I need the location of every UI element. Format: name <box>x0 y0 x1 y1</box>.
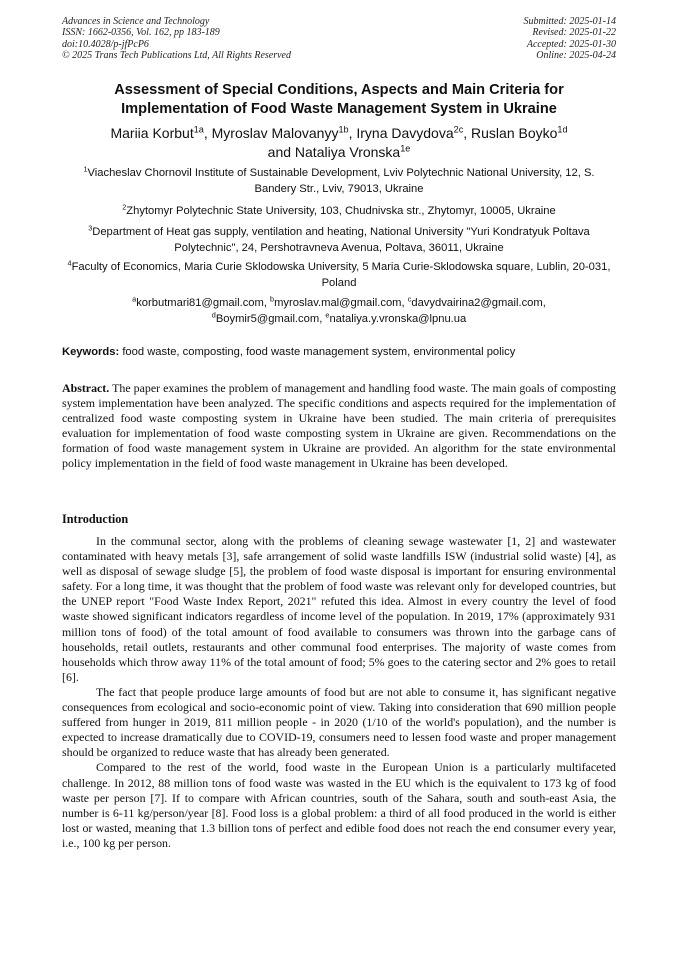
author-name: Iryna Davydova <box>356 125 454 141</box>
author-superscript: 2c <box>453 124 464 135</box>
abstract-label: Abstract. <box>62 381 110 395</box>
journal-name: Advances in Science and Technology <box>62 16 210 27</box>
email-superscript: d <box>211 309 216 319</box>
body-paragraph: In the communal sector, along with the problems of cleaning sewage wastewater [1, 2] and wastewater contaminated with heavy metals [3], safe arrangement of solid waste landfills ISW (industrial solid waste) [4], as well as disposal of sewage sludge [5], the problem of food waste disposal is important for ensuring environmental safety. For a long time, it was thought that the problem of food waste was relevant only for developed countries, but the UNEP report "Food Waste Index Report, 2021" refuted this idea. Almost in every country the level of food waste showed significant indicators regardless of income level of the population. In 2019, 17% (approximately 931 million tons of food) of the total amount of food available to consumers was thrown into the garbage cans of households, retail outlets, restaurants and other communal food enterprises. The majority of waste comes from households which throw away 11% of the total amount of food; 5% goes to the catering sector and 2% goes to retail [6]. <box>62 534 616 684</box>
date-accepted: Accepted: 2025-01-30 <box>526 38 616 50</box>
author-list: Mariia Korbut$^{1a}$, Myroslav Malovanyy$^{1b}$, Iryna Davydova$^{2c}$, Ruslan Boyko$^{1d}$ and Nataliya Vronska$^{1e}$ <box>110 124 568 160</box>
body-paragraph: Compared to the rest of the world, food waste in the European Union is a particularly multifaceted challenge. In 2012, 88 million tons of food waste was wasted in the EU which is the equivalent to 173 kg of food waste per person [7]. If to compare with African countries, south of the Sahara, south and south-east Asia, the number is 6-11 kg/person/year [8]. Food loss is a global problem: a third of all food produced in the world is either lost or wasted, meaning that 1.3 billion tons of perfect and edible food does not reach the end consumer every year, i.e., 100 kg per person. <box>62 760 616 850</box>
journal-header-right <box>524 16 617 62</box>
paper-title: Assessment of Special Conditions, Aspects and Main Criteria for Implementation of Food Waste Management System in Ukraine <box>114 82 564 117</box>
date-submitted: Submitted: 2025-01-14 <box>523 16 616 27</box>
email-superscript: a <box>132 294 137 304</box>
date-revised: Revised: 2025-01-22 <box>532 27 616 39</box>
affiliation-text: Zhytomyr Polytechnic State University, 103, Chudnivska str., Zhytomyr, 10005, Ukraine <box>126 205 556 217</box>
author-name: Ruslan Boyko <box>471 125 558 141</box>
author-name: Nataliya Vronska <box>294 144 401 160</box>
email-link[interactable]: nataliya.y.vronska@lpnu.ua <box>329 312 467 325</box>
affiliation-number: 2 <box>122 202 127 212</box>
keywords-label: Keywords: <box>62 346 120 358</box>
body-paragraph: The fact that people produce large amounts of food but are not able to consume it, has significant negative consequences from ecological and socio-economic point of view. Taking into consideration that 690 million people suffered from hunger in 2019, 811 million people - in 2020 (1/10 of the world's population), and the number is expected to increase dramatically due to COVID-19, consumers need to lessen food waste and proper management should be organized to reduce waste that has already been generated. <box>62 684 616 760</box>
author-name: Myroslav Malovanyy <box>211 125 339 141</box>
email-link[interactable]: Boymir5@gmail.com <box>215 312 320 325</box>
affiliation-1 <box>62 166 616 197</box>
journal-issn: ISSN: 1662-0356, Vol. 162, pp 183-189 <box>62 27 220 39</box>
email-superscript: e <box>325 309 330 319</box>
abstract-text: The paper examines the problem of management and handling food waste. The main goals of composting system implementation have been analyzed. The specific conditions and aspects required for the implementation of centralized food waste composting system in Ukraine have been studied. The main criteria of prerequisites evaluation for implementation of food waste composting system in Ukraine are given. Recommendations on the formation of food waste management system in Ukraine are provided. An algorithm for the state environmental policy implementation in the field of food waste management in Ukraine has been developed. <box>62 381 616 471</box>
affiliation-3 <box>62 225 616 256</box>
affiliation-text: Viacheslav Chornovil Institute of Sustainable Development, Lviv Polytechnic National University, 12, S. Bandery Str., Lviv, 79013, Ukraine <box>87 167 595 195</box>
journal-header-left <box>62 16 291 62</box>
introduction-body <box>62 534 616 851</box>
affiliation-text: Faculty of Economics, Maria Curie Sklodowska University, 5 Maria Curie-Sklodowska square, Lublin, 20-031, Poland <box>71 261 611 289</box>
journal-doi: doi:10.4028/p-jfPcP6 <box>62 38 149 50</box>
affiliation-number: 4 <box>67 258 72 268</box>
affiliation-number: 1 <box>83 164 88 174</box>
author-superscript: 1e <box>400 143 411 154</box>
author-emails: $^a$korbutmari81@gmail.com, $^b$myroslav.mal@gmail.com, $^c$davydvairina2@gmail.com, $^d$Boymir5@gmail.com, $^e$nataliya.y.vronska@lpnu.ua <box>132 294 546 325</box>
author-name: Mariia Korbut <box>110 125 194 141</box>
authors-joiner: and <box>267 144 292 160</box>
affiliation-4 <box>62 260 616 291</box>
author-superscript: 1d <box>557 124 568 135</box>
affiliation-2 <box>62 204 616 220</box>
author-superscript: 1a <box>193 124 204 135</box>
email-link[interactable]: korbutmari81@gmail.com <box>136 297 264 309</box>
journal-copyright: © 2025 Trans Tech Publications Ltd, All Rights Reserved <box>62 50 291 62</box>
email-link[interactable]: myroslav.mal@gmail.com <box>274 297 402 309</box>
author-superscript: 1b <box>338 124 349 135</box>
affiliation-number: 3 <box>88 223 93 233</box>
keywords <box>62 345 616 360</box>
keywords-text: food waste, composting, food waste management system, environmental policy <box>122 346 516 358</box>
email-superscript: c <box>407 294 412 304</box>
email-superscript: b <box>270 294 275 304</box>
email-link[interactable]: davydvairina2@gmail.com <box>411 297 543 309</box>
section-heading-introduction: Introduction <box>62 512 129 526</box>
abstract <box>62 381 616 472</box>
affiliation-text: Department of Heat gas supply, ventilation and heating, National University "Yuri Kondratyuk Poltava Polytechnic", 24, Pershotravneva Avenua, Poltava, 36011, Ukraine <box>92 226 590 254</box>
date-online: Online: 2025-04-24 <box>536 50 616 62</box>
